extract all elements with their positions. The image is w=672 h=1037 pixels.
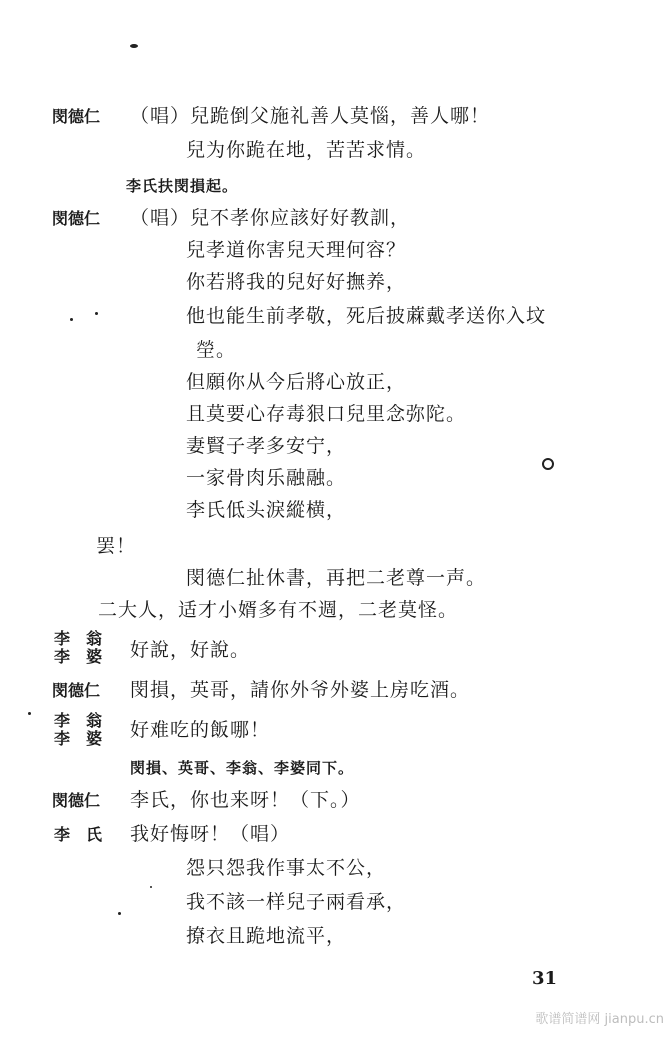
sung-line: 且莫要心存毒狠口兒里念弥陀。	[186, 403, 467, 425]
stage-direction: 閔損、英哥、李翁、李婆同下。	[130, 759, 355, 777]
sung-line: 他也能生前孝敬，死后披蔴戴孝送你入坟	[186, 305, 547, 327]
speaker-label: 李 婆	[54, 729, 103, 748]
sung-line: （唱）兒跪倒父施礼善人莫惱，善人哪！	[130, 105, 491, 127]
page-number: 31	[532, 968, 558, 989]
sung-line: 怨只怨我作事太不公，	[186, 857, 387, 879]
spoken-line: 好說，好說。	[130, 639, 251, 661]
spoken-line: 我好悔呀！（唱）	[130, 823, 291, 845]
spoken-line: 好难吃的飯哪！	[130, 719, 271, 741]
ink-speck	[95, 312, 98, 315]
spoken-line: 罢！	[96, 535, 137, 557]
sung-line: 你若將我的兒好好撫养，	[186, 271, 407, 293]
sung-line: 撩衣且跪地流平，	[186, 925, 347, 947]
speaker-label: 閔德仁	[52, 791, 101, 810]
ink-speck	[118, 912, 121, 915]
sung-line: 塋。	[196, 339, 237, 361]
ink-speck	[70, 318, 73, 321]
speaker-label: 李 婆	[54, 647, 103, 666]
circle-mark	[542, 458, 554, 470]
speaker-label: 李 氏	[54, 825, 103, 844]
spoken-line: 二大人，适才小婿多有不週，二老莫怪。	[98, 599, 459, 621]
sung-line: 李氏低头淚縱横，	[186, 499, 347, 521]
sung-line: （唱）兒不孝你应該好好教訓，	[130, 207, 411, 229]
sung-line: 兒孝道你害兒天理何容？	[186, 239, 407, 261]
sung-line: 我不該一样兒子兩看承，	[186, 891, 407, 913]
sung-line: 妻賢子孝多安宁，	[186, 435, 347, 457]
spoken-line: 李氏，你也来呀！（下。）	[130, 789, 361, 811]
sung-line: 兒为你跪在地，苦苦求情。	[186, 139, 427, 161]
spoken-line: 閔損，英哥，請你外爷外婆上房吃酒。	[130, 679, 471, 701]
speaker-label: 閔德仁	[52, 681, 101, 700]
sung-line: 但願你从今后將心放正，	[186, 371, 407, 393]
sung-line: 一家骨肉乐融融。	[186, 467, 347, 489]
ink-speck	[28, 712, 31, 715]
ink-speck	[130, 44, 138, 48]
stage-direction: 李氏扶閔損起。	[126, 177, 239, 195]
speaker-label: 李 翁	[54, 711, 103, 730]
sung-line: 閔德仁扯休書，再把二老尊一声。	[186, 567, 487, 589]
ink-speck	[150, 886, 152, 888]
site-watermark: 歌谱简谱网 jianpu.cn	[535, 1012, 664, 1027]
speaker-label: 閔德仁	[52, 107, 101, 126]
speaker-label: 李 翁	[54, 629, 103, 648]
speaker-label: 閔德仁	[52, 209, 101, 228]
